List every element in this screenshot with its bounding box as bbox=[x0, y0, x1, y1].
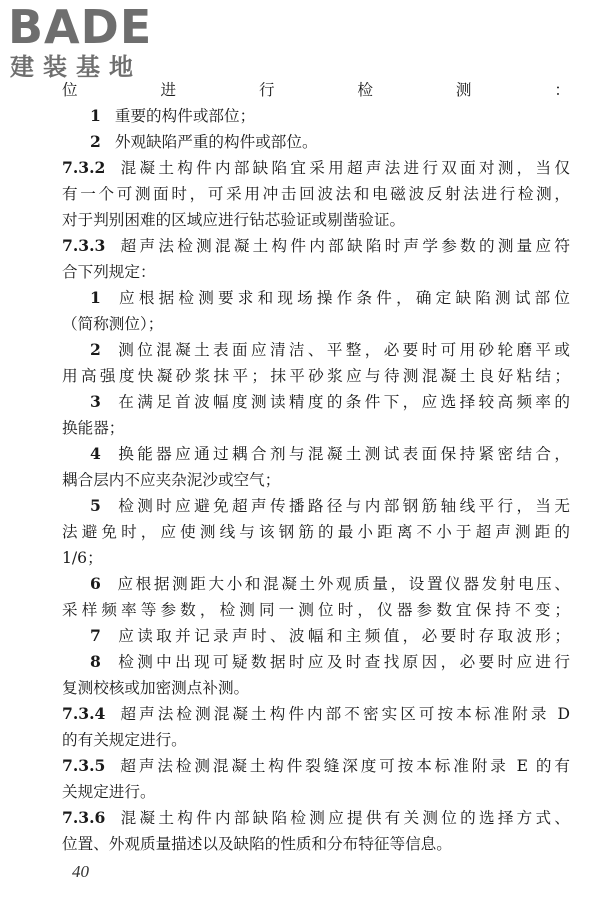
line-text: 应根据测距大小和混凝土外观质量，设置仪器发射电压、 bbox=[114, 575, 570, 593]
line-text: 耦合层内不应夹杂泥沙或空气； bbox=[62, 471, 281, 489]
page-number: 40 bbox=[72, 862, 89, 881]
line-text: 应根据检测要求和现场操作条件，确定缺陷测试部位 bbox=[114, 289, 570, 307]
line-text: 检测时应避免超声传播路径与内部钢筋轴线平行，当无 bbox=[114, 497, 570, 515]
line-text: 外观缺陷严重的构件或部位。 bbox=[114, 133, 318, 151]
list-item-line bbox=[62, 571, 570, 597]
bade-logo bbox=[8, 0, 178, 84]
line-text: 合下列规定： bbox=[62, 263, 156, 281]
line-text: 混凝土构件内部缺陷检测应提供有关测位的选择方式、 bbox=[117, 809, 570, 827]
item-number: 2 bbox=[90, 132, 101, 151]
item-number: 3 bbox=[90, 392, 101, 411]
list-item-line bbox=[62, 103, 570, 129]
line-text: 测位混凝土表面应清洁、平整，必要时可用砂轮磨平或 bbox=[114, 341, 570, 359]
continuation-line bbox=[62, 675, 570, 701]
continuation-line bbox=[62, 545, 570, 571]
logo-wordmark: BADE bbox=[8, 0, 153, 54]
clause-line bbox=[62, 701, 570, 727]
logo-subtitle: 建装基地 bbox=[10, 53, 142, 81]
continuation-line bbox=[62, 259, 570, 285]
line-text: 超声法检测混凝土构件裂缝深度可按本标准附录 E 的有 bbox=[117, 757, 570, 775]
continuation-line bbox=[62, 779, 570, 805]
continuation-line bbox=[62, 363, 570, 389]
line-text: 混凝土构件内部缺陷宜采用超声法进行双面对测，当仅 bbox=[117, 159, 570, 177]
clause-line bbox=[62, 805, 570, 831]
clause-number: 7.3.6 bbox=[62, 808, 106, 827]
document-body bbox=[62, 77, 570, 857]
continuation-line bbox=[62, 597, 570, 623]
line-text: 复测校核或加密测点补测。 bbox=[62, 679, 250, 697]
continuation-line bbox=[62, 311, 570, 337]
continuation-line bbox=[62, 519, 570, 545]
line-text: 重要的构件或部位； bbox=[114, 107, 256, 125]
clause-number: 7.3.5 bbox=[62, 756, 106, 775]
item-number: 8 bbox=[90, 652, 101, 671]
clause-line bbox=[62, 155, 570, 181]
line-text: 换能器； bbox=[62, 419, 125, 437]
list-item-line bbox=[62, 389, 570, 415]
line-text: 采样频率等参数，检测同一测位时，仪器参数宜保持不变； bbox=[62, 601, 570, 619]
line-text: 换能器应通过耦合剂与混凝土测试表面保持紧密结合， bbox=[114, 445, 570, 463]
item-number: 2 bbox=[90, 340, 101, 359]
list-item-line bbox=[62, 337, 570, 363]
continuation-line bbox=[62, 207, 570, 233]
list-item-line bbox=[62, 129, 570, 155]
continuation-line bbox=[62, 77, 570, 103]
continuation-line bbox=[62, 467, 570, 493]
list-item-line bbox=[62, 285, 570, 311]
line-text: （简称测位）； bbox=[62, 315, 164, 333]
line-text: 1/6； bbox=[62, 549, 103, 567]
line-text: 检测中出现可疑数据时应及时查找原因，必要时应进行 bbox=[114, 653, 570, 671]
item-number: 1 bbox=[90, 288, 101, 307]
list-item-line bbox=[62, 441, 570, 467]
item-number: 7 bbox=[90, 626, 101, 645]
clause-line bbox=[62, 753, 570, 779]
line-text: 对于判别困难的区域应进行钻芯验证或剔凿验证。 bbox=[62, 211, 406, 229]
list-item-line bbox=[62, 649, 570, 675]
continuation-line bbox=[62, 181, 570, 207]
clause-number: 7.3.2 bbox=[62, 158, 106, 177]
continuation-line bbox=[62, 727, 570, 753]
line-text: 超声法检测混凝土构件内部不密实区可按本标准附录 D bbox=[117, 705, 570, 723]
line-text: 位进行检测： bbox=[62, 81, 570, 99]
list-item-line bbox=[62, 493, 570, 519]
item-number: 1 bbox=[90, 106, 101, 125]
clause-number: 7.3.3 bbox=[62, 236, 106, 255]
list-item-line bbox=[62, 623, 570, 649]
line-text: 有一个可测面时，可采用冲击回波法和电磁波反射法进行检测， bbox=[62, 185, 570, 203]
line-text: 在满足首波幅度测读精度的条件下，应选择较高频率的 bbox=[114, 393, 570, 411]
line-text: 用高强度快凝砂浆抹平；抹平砂浆应与待测混凝土良好粘结； bbox=[62, 367, 570, 385]
clause-line bbox=[62, 233, 570, 259]
line-text: 超声法检测混凝土构件内部缺陷时声学参数的测量应符 bbox=[117, 237, 570, 255]
line-text: 的有关规定进行。 bbox=[62, 731, 187, 749]
line-text: 关规定进行。 bbox=[62, 783, 156, 801]
line-text: 法避免时，应使测线与该钢筋的最小距离不小于超声测距的 bbox=[62, 523, 570, 541]
line-text: 应读取并记录声时、波幅和主频值，必要时存取波形； bbox=[114, 627, 570, 645]
continuation-line bbox=[62, 415, 570, 441]
item-number: 6 bbox=[90, 574, 101, 593]
item-number: 5 bbox=[90, 496, 101, 515]
item-number: 4 bbox=[90, 444, 101, 463]
continuation-line bbox=[62, 831, 570, 857]
line-text: 位置、外观质量描述以及缺陷的性质和分布特征等信息。 bbox=[62, 835, 452, 853]
clause-number: 7.3.4 bbox=[62, 704, 106, 723]
